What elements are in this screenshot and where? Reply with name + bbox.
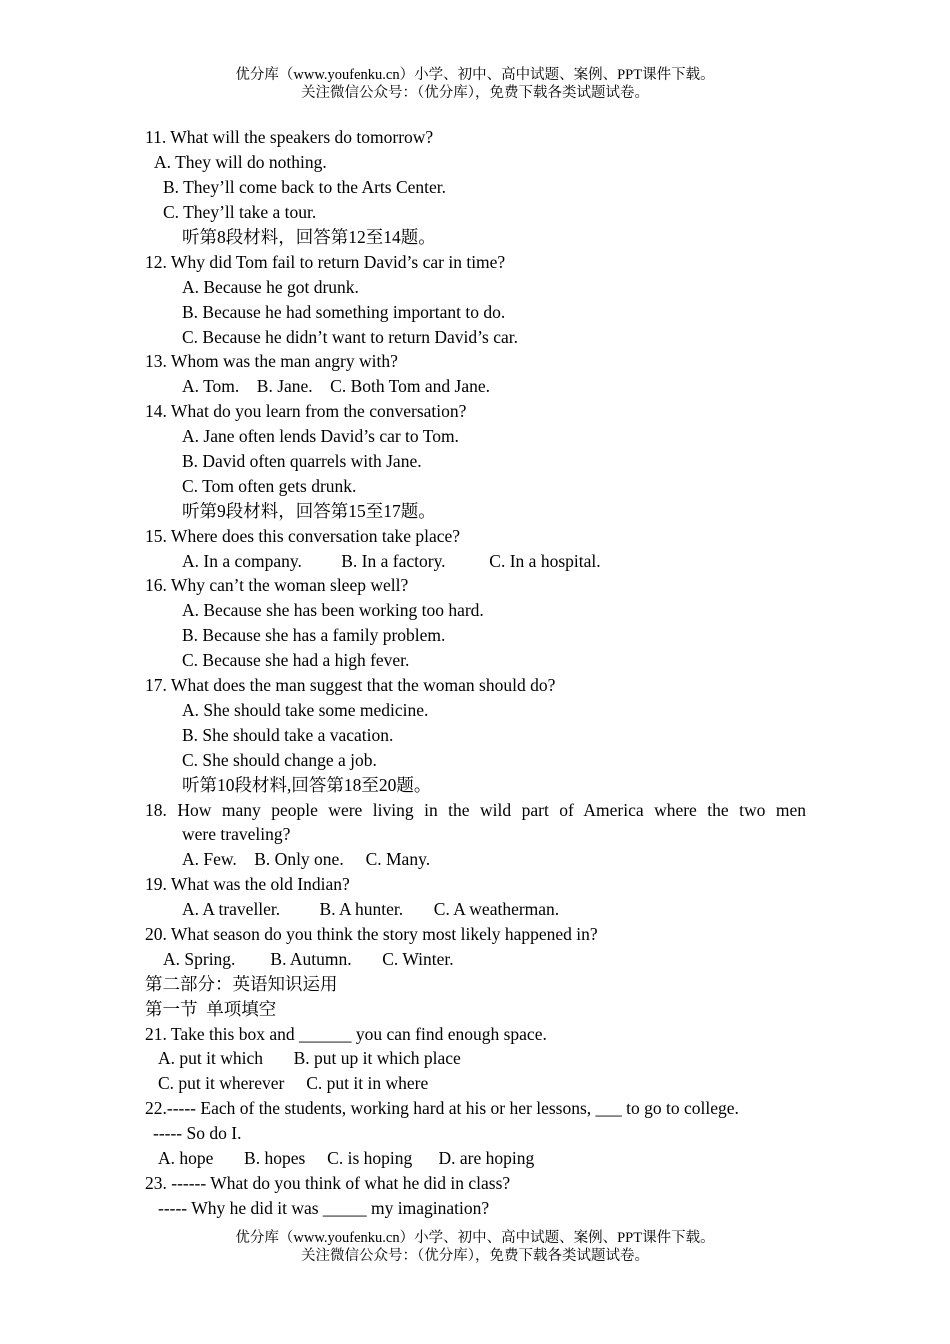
section-heading: 第一节 单项填空: [145, 999, 277, 1019]
section-instruction: 听第8段材料，回答第12至14题。: [182, 227, 436, 247]
option-line: B. They’ll come back to the Arts Center.: [163, 177, 447, 197]
question-23: 23. ------ What do you think of what he did in class?: [145, 1173, 511, 1193]
header-line-2: 关注微信公众号：（优分库），免费下载各类试题试卷。: [301, 85, 649, 101]
option-line: B. David often quarrels with Jane.: [182, 451, 422, 471]
section-instruction: 听第10段材料,回答第18至20题。: [182, 775, 432, 795]
option-line: A. Jane often lends David’s car to Tom.: [182, 426, 459, 446]
option-line: C. They’ll take a tour.: [163, 202, 317, 222]
question-12: 12. Why did Tom fail to return David’s car in time?: [145, 252, 506, 272]
part-heading: 第二部分：英语知识运用: [145, 974, 338, 994]
option-line: A. A traveller. B. A hunter. C. A weatherman.: [182, 899, 560, 919]
dialogue-line: ----- Why he did it was _____ my imagination?: [158, 1198, 490, 1218]
option-line: A. She should take some medicine.: [182, 700, 429, 720]
option-line: B. She should take a vacation.: [182, 725, 394, 745]
dialogue-line: ----- So do I.: [153, 1123, 242, 1143]
question-18: 18. How many people were living in the wild part of America where the two men: [145, 800, 806, 820]
question-19: 19. What was the old Indian?: [145, 874, 350, 894]
question-20: 20. What season do you think the story most likely happened in?: [145, 924, 598, 944]
option-line: B. Because she has a family problem.: [182, 625, 446, 645]
option-line: C. She should change a job.: [182, 750, 377, 770]
option-line: A. They will do nothing.: [154, 152, 327, 172]
footer-line-1: 优分库（www.youfenku.cn）小学、初中、高中试题、案例、PPT课件下载。: [235, 1230, 715, 1246]
option-line: C. Tom often gets drunk.: [182, 476, 357, 496]
question-15: 15. Where does this conversation take place?: [145, 526, 461, 546]
question-21: 21. Take this box and ______ you can find enough space.: [145, 1024, 547, 1044]
option-line: A. put it which B. put up it which place: [158, 1048, 461, 1068]
option-line: A. In a company. B. In a factory. C. In a hospital.: [182, 551, 601, 571]
option-line: B. Because he had something important to do.: [182, 302, 506, 322]
question-18-continued: were traveling?: [182, 824, 291, 844]
option-line: A. Tom. B. Jane. C. Both Tom and Jane.: [182, 376, 491, 396]
option-line: C. Because she had a high fever.: [182, 650, 410, 670]
option-line: A. hope B. hopes C. is hoping D. are hoping: [158, 1148, 535, 1168]
footer-line-2: 关注微信公众号：（优分库），免费下载各类试题试卷。: [301, 1248, 649, 1264]
option-line: C. put it wherever C. put it in where: [158, 1073, 429, 1093]
section-instruction: 听第9段材料，回答第15至17题。: [182, 501, 436, 521]
question-13: 13. Whom was the man angry with?: [145, 351, 398, 371]
question-22: 22.----- Each of the students, working hard at his or her lessons, ___ to go to college.: [145, 1098, 739, 1118]
option-line: A. Few. B. Only one. C. Many.: [182, 849, 431, 869]
question-16: 16. Why can’t the woman sleep well?: [145, 575, 409, 595]
option-line: A. Because she has been working too hard.: [182, 600, 484, 620]
question-11: 11. What will the speakers do tomorrow?: [145, 127, 434, 147]
option-line: A. Spring. B. Autumn. C. Winter.: [163, 949, 454, 969]
option-line: A. Because he got drunk.: [182, 277, 359, 297]
question-17: 17. What does the man suggest that the woman should do?: [145, 675, 556, 695]
option-line: C. Because he didn’t want to return David’s car.: [182, 327, 518, 347]
header-line-1: 优分库（www.youfenku.cn）小学、初中、高中试题、案例、PPT课件下载。: [235, 67, 715, 83]
question-14: 14. What do you learn from the conversation?: [145, 401, 467, 421]
